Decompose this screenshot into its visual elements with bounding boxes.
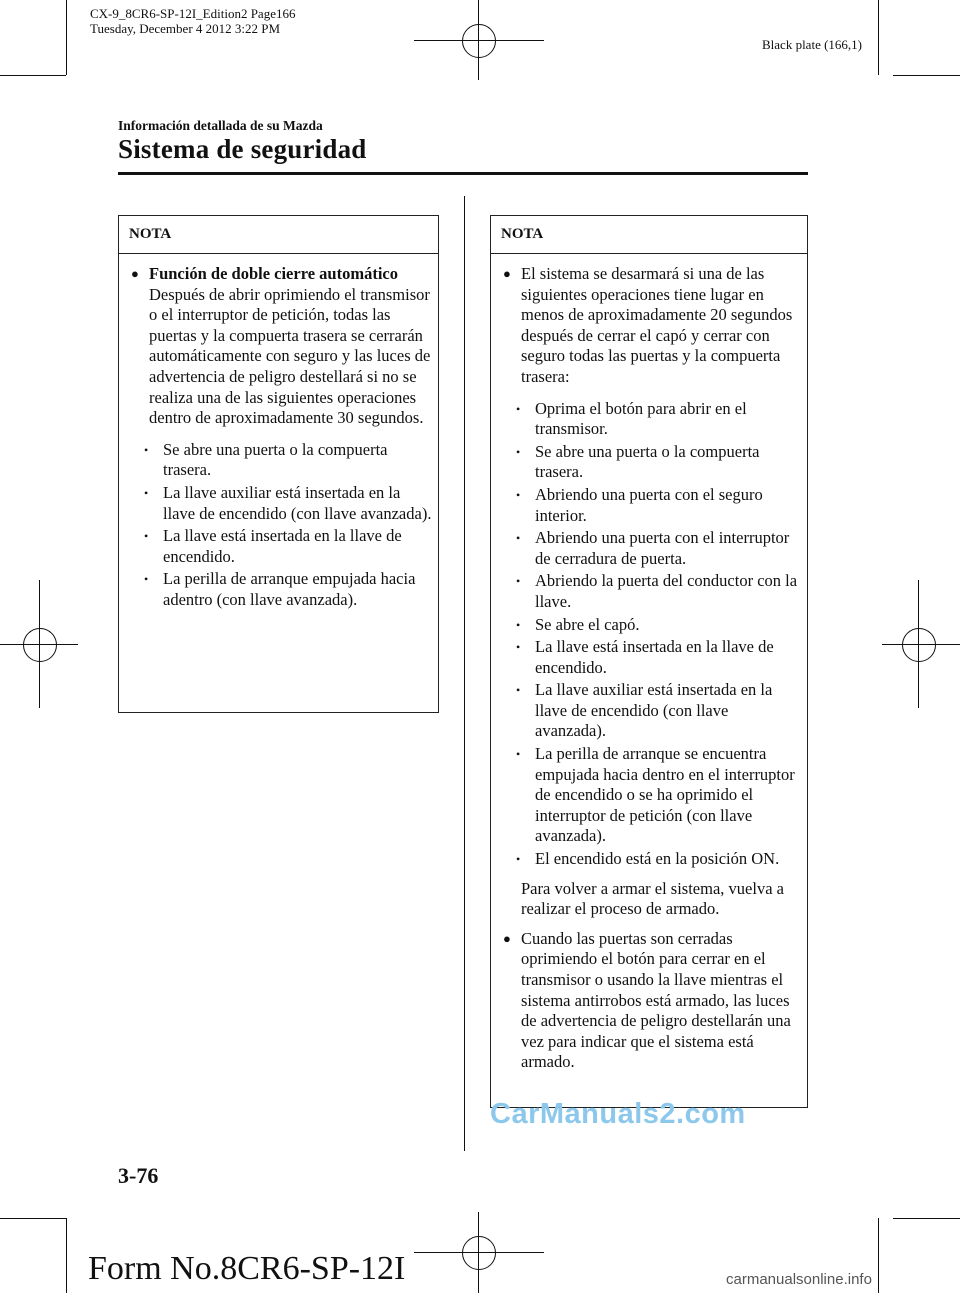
list-item: • El encendido está en la posición ON. bbox=[516, 849, 780, 869]
note-heading: NOTA bbox=[119, 216, 438, 254]
note-item-text: Después de abrir oprimiendo el transmisor o el interruptor de petición, todas las puertas y la compuerta trasera se cerrarán automáticamente con seguro y las luces de advertencia de peligro destellará si no se realiza una de las siguientes operaciones dentro de aproximadamente 30 segundos. bbox=[149, 284, 431, 428]
crop-mark bbox=[0, 75, 66, 76]
list-item: • Abriendo una puerta con el interruptor de cerradura de puerta. bbox=[516, 528, 790, 568]
registration-mark-icon bbox=[462, 1236, 496, 1270]
crop-mark bbox=[878, 0, 879, 75]
print-job-info bbox=[90, 6, 295, 36]
registration-mark-icon bbox=[462, 24, 496, 58]
bullet-icon: ● bbox=[503, 266, 511, 281]
registration-mark-icon bbox=[23, 628, 57, 662]
note-item-text: Cuando las puertas son cerradas oprimiendo el botón para cerrar en el transmisor o usando la llave mientras el sistema antirrobos está armado, las luces de advertencia de peligro destellarán una vez para indicar que el sistema está armado. bbox=[521, 928, 791, 1072]
page-number: 3-76 bbox=[118, 1163, 159, 1188]
form-number: Form No.8CR6-SP-12I bbox=[88, 1250, 406, 1287]
list-item: • La llave está insertada en la llave de encendido. bbox=[516, 637, 774, 677]
crop-mark bbox=[893, 75, 960, 76]
list-item: • Se abre una puerta o la compuerta trasera. bbox=[144, 439, 388, 480]
note-item-title: Función de doble cierre automático bbox=[149, 264, 398, 283]
list-item: • La perilla de arranque empujada hacia adentro (con llave avanzada). bbox=[144, 569, 416, 609]
registration-mark-icon bbox=[902, 628, 936, 662]
list-item: • Abriendo la puerta del conductor con la llave. bbox=[516, 571, 798, 611]
crop-mark bbox=[0, 1218, 66, 1219]
note-item bbox=[501, 929, 801, 1073]
print-job-line1: CX-9_8CR6-SP-12I_Edition2 Page166 bbox=[90, 6, 296, 21]
print-job-line2: Tuesday, December 4 2012 3:22 PM bbox=[90, 21, 281, 36]
section-label: Información detallada de su Mazda bbox=[118, 118, 323, 133]
list-item: • La llave está insertada en la llave de encendido. bbox=[144, 526, 402, 566]
footer-watermark: carmanualsonline.info bbox=[726, 1271, 872, 1288]
rearm-paragraph: Para volver a armar el sistema, vuelva a realizar el proceso de armado. bbox=[521, 878, 784, 919]
watermark-logo: CarManuals2.com bbox=[490, 1098, 746, 1130]
list-item: • Abriendo una puerta con el seguro interior. bbox=[516, 484, 763, 525]
note-heading: NOTA bbox=[491, 216, 807, 254]
list-item: • Se abre una puerta o la compuerta trasera. bbox=[516, 441, 760, 482]
list-item: • Se abre el capó. bbox=[516, 614, 640, 634]
crop-mark bbox=[66, 1218, 67, 1293]
column-divider bbox=[464, 196, 465, 1151]
page-title: Sistema de seguridad bbox=[118, 134, 367, 164]
header-rule bbox=[118, 172, 808, 175]
bullet-icon: ● bbox=[503, 930, 511, 946]
note-item bbox=[501, 264, 801, 388]
list-item: • La llave auxiliar está insertada en la llave de encendido (con llave avanzada). bbox=[144, 482, 432, 523]
note-item-text: El sistema se desarmará si una de las siguientes operaciones tiene lugar en menos de aproximadamente 20 segundos después de cerrar el capó y cerrar con seguro todas las puertas y la compuerta trasera: bbox=[521, 264, 793, 386]
list-item: • La llave auxiliar está insertada en la llave de encendido (con llave avanzada). bbox=[516, 680, 773, 741]
note-box-right bbox=[490, 215, 808, 1108]
list-item: • La perilla de arranque se encuentra empujada hacia dentro en el interruptor de encendido o se ha oprimido el interruptor de petición (con llave avanzada). bbox=[516, 744, 795, 846]
note-box-left bbox=[118, 215, 439, 713]
crop-mark bbox=[893, 1218, 960, 1219]
plate-label: Black plate (166,1) bbox=[762, 37, 862, 52]
list-item: • Oprima el botón para abrir en el transmisor. bbox=[516, 398, 747, 439]
note-item bbox=[129, 264, 432, 429]
crop-mark bbox=[66, 0, 67, 75]
crop-mark bbox=[878, 1218, 879, 1293]
bullet-icon: ● bbox=[131, 266, 139, 281]
